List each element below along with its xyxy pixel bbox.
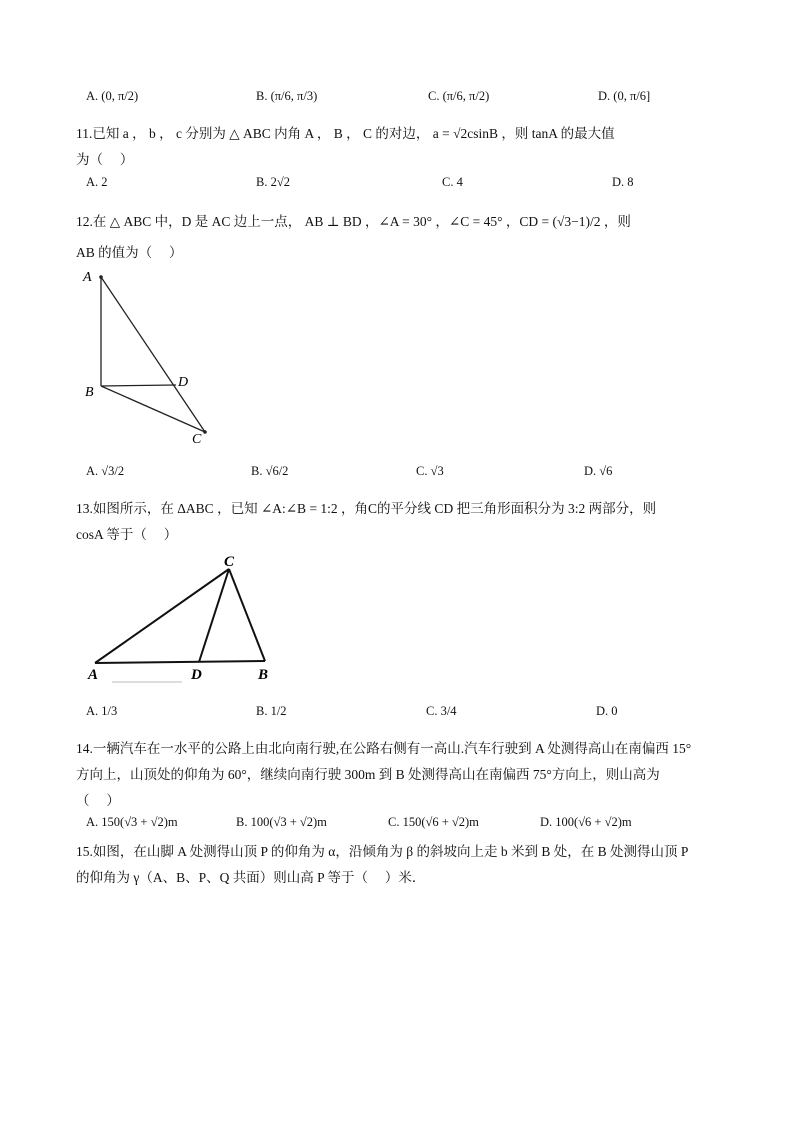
q14-option-d[interactable]: D. 100(√6 + √2)m xyxy=(540,815,632,829)
q12-label-b: B xyxy=(85,385,94,400)
q13-segment-ab xyxy=(95,661,265,663)
q14-option-c[interactable]: C. 150(√6 + √2)m xyxy=(388,815,479,829)
q12-segment-bd xyxy=(101,385,176,386)
q12-label-a: A xyxy=(83,270,92,285)
q12-option-c[interactable]: C. √3 xyxy=(416,464,444,478)
q13-label-a: A xyxy=(88,667,99,683)
q13-segment-cb xyxy=(229,569,265,661)
q13-segment-cd xyxy=(199,569,229,662)
q14-stem-line2: 方向上，山顶处的仰角为 60°，继续向南行驶 300m 到 B 处测得高山在南偏西 75°方向上，则山高为 xyxy=(76,767,660,782)
q14-stem-line3: （ ） xyxy=(76,793,120,808)
q13-stem-line1: 13.如图所示，在 ΔABC ，已知 ∠A:∠B = 1:2 ，角C的平分线 CD 把三角形面积分为 3:2 两部分，则 xyxy=(76,501,657,516)
q12-option-a[interactable]: A. √3/2 xyxy=(86,464,125,478)
q13-stem-line2: cosA 等于（ ） xyxy=(76,527,178,542)
q12-stem-line1: 12.在 △ ABC 中，D 是 AC 边上一点， AB ⊥ BD ，∠A = 30° ，∠C = 45° ，CD = (√3−1)/2 ，则 xyxy=(76,214,631,229)
q14-stem-line1: 14.一辆汽车在一水平的公路上由北向南行驶,在公路右侧有一高山.汽车行驶到 A 处测得高山在南偏西 15° xyxy=(76,741,692,756)
q12-label-c: C xyxy=(192,432,202,447)
q13-option-b[interactable]: B. 1/2 xyxy=(256,704,287,718)
q15-stem-line1: 15.如图，在山脚 A 处测得山顶 P 的仰角为 α，沿倾角为 β 的斜坡向上走 b 米到 B 处，在 B 处测得山顶 P xyxy=(76,844,689,859)
q12-option-b[interactable]: B. √6/2 xyxy=(251,464,289,478)
q10-option-b[interactable]: B. (π/6, π/3) xyxy=(256,89,318,103)
q14-option-a[interactable]: A. 150(√3 + √2)m xyxy=(86,815,178,829)
q10-option-a[interactable]: A. (0, π/2) xyxy=(86,89,139,103)
q11-option-b[interactable]: B. 2√2 xyxy=(256,175,290,189)
q14-option-b[interactable]: B. 100(√3 + √2)m xyxy=(236,815,327,829)
q13-option-d[interactable]: D. 0 xyxy=(596,704,618,718)
q10-option-d[interactable]: D. (0, π/6] xyxy=(598,89,651,103)
q11-stem-line1: 11.已知 a ， b ， c 分别为 △ ABC 内角 A ， B ， C 的对边， a = √2csinB ，则 tanA 的最大值 xyxy=(76,126,615,141)
q12-label-d: D xyxy=(178,375,189,390)
q13-label-d: D xyxy=(191,667,202,683)
q12-stem-line2: AB 的值为（ ） xyxy=(76,245,183,260)
q12-option-d[interactable]: D. √6 xyxy=(584,464,613,478)
q11-option-c[interactable]: C. 4 xyxy=(442,175,463,189)
q11-option-d[interactable]: D. 8 xyxy=(612,175,634,189)
q13-triangle-figure xyxy=(82,548,282,688)
q11-option-a[interactable]: A. 2 xyxy=(86,175,108,189)
q13-option-c[interactable]: C. 3/4 xyxy=(426,704,457,718)
q13-label-b: B xyxy=(258,667,269,683)
q11-stem-line2: 为（ ） xyxy=(76,152,134,167)
q10-option-c[interactable]: C. (π/6, π/2) xyxy=(428,89,490,103)
q13-label-c: C xyxy=(224,554,235,570)
q13-option-a[interactable]: A. 1/3 xyxy=(86,704,118,718)
q12-triangle-figure xyxy=(78,262,218,450)
q15-stem-line2: 的仰角为 γ（A、B、P、Q 共面）则山高 P 等于（ ）米． xyxy=(76,870,426,885)
q13-segment-ac xyxy=(95,569,229,663)
